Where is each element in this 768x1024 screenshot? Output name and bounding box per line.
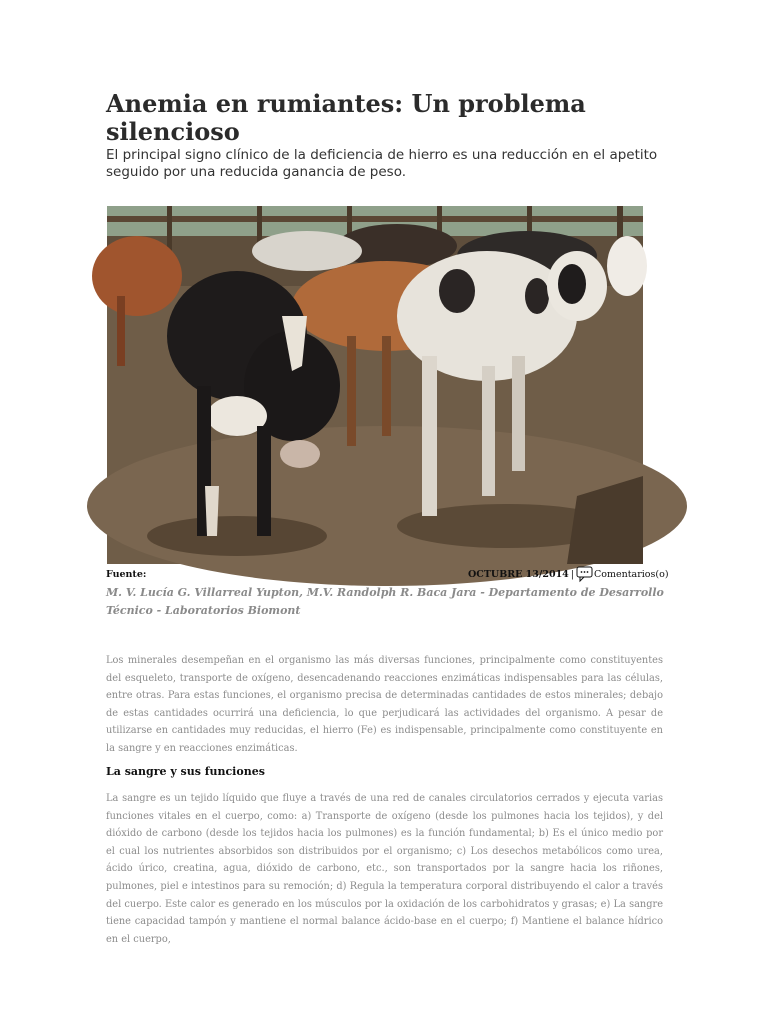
section-heading: La sangre y sus funciones bbox=[106, 765, 265, 778]
article-authors: M. V. Lucía G. Villarreal Yupton, M.V. Randolph R. Baca Jara - Departamento de Desarrollo Técnico - Laboratorios Biomont bbox=[106, 586, 664, 617]
body-paragraph: La sangre es un tejido líquido que fluye a través de una red de canales circulatorios cerrados y ejecuta varias funciones vitales en el cuerpo, como: a) Transporte de oxígeno (desde los pulmones hacia los tejidos), y del dióxido de carbono (desde los tejidos hacia los pulmones) es la función fundamental; b) Es el único medio por el cual los nutrientes absorbidos son distribuidos por el organismo; c) Los desechos metabólicos como urea, ácido úrico, creatina, agua, dióxido de carbono, etc., son transportados por la sangre hacia los riñones, pulmones, piel e intestinos para su remoción; d) Regula la temperatura corporal distribuyendo el calor a través del cuerpo. Este calor es generado en los músculos por la oxidación de los carbohidratos y grasas; e) La sangre tiene capacidad tampón y mantiene el normal balance ácido-base en el cuerpo; f) Mantiene el balance hídrico en el cuerpo, bbox=[106, 793, 663, 945]
body-paragraph: Los minerales desempeñan en el organismo las más diversas funciones, principalmente como constituyentes del esqueleto, transporte de oxígeno, desencadenando reacciones enzimáticas indispensables para las células, entre otras. Para estas funciones, el organismo precisa de determinadas cantidades de estos minerales; debajo de estas cantidades ocurrirá una deficiencia, lo que perjudicará las actividades del organismo. A pesar de utilizarse en cantidades muy reducidas, el hierro (Fe) es indispensable, principalmente como constituyente en la sangre y en reacciones enzimáticas. bbox=[106, 655, 663, 754]
dateline-separator: | bbox=[570, 568, 574, 580]
cows-photo-illustration bbox=[107, 206, 643, 564]
comments-link[interactable]: Comentarios(o) bbox=[594, 568, 669, 580]
speech-bubble-icon[interactable] bbox=[576, 566, 593, 582]
source-label: Fuente: bbox=[106, 569, 147, 580]
article-photo bbox=[107, 206, 643, 564]
article-title: Anemia en rumiantes: Un problema silencioso bbox=[106, 89, 586, 146]
article-subtitle: El principal signo clínico de la deficiencia de hierro es una reducción en el apetito seguido por una reducida ganancia de peso. bbox=[106, 147, 658, 180]
article-dateline bbox=[468, 566, 668, 582]
publish-date: OCTUBRE 13/2014 bbox=[468, 568, 569, 580]
